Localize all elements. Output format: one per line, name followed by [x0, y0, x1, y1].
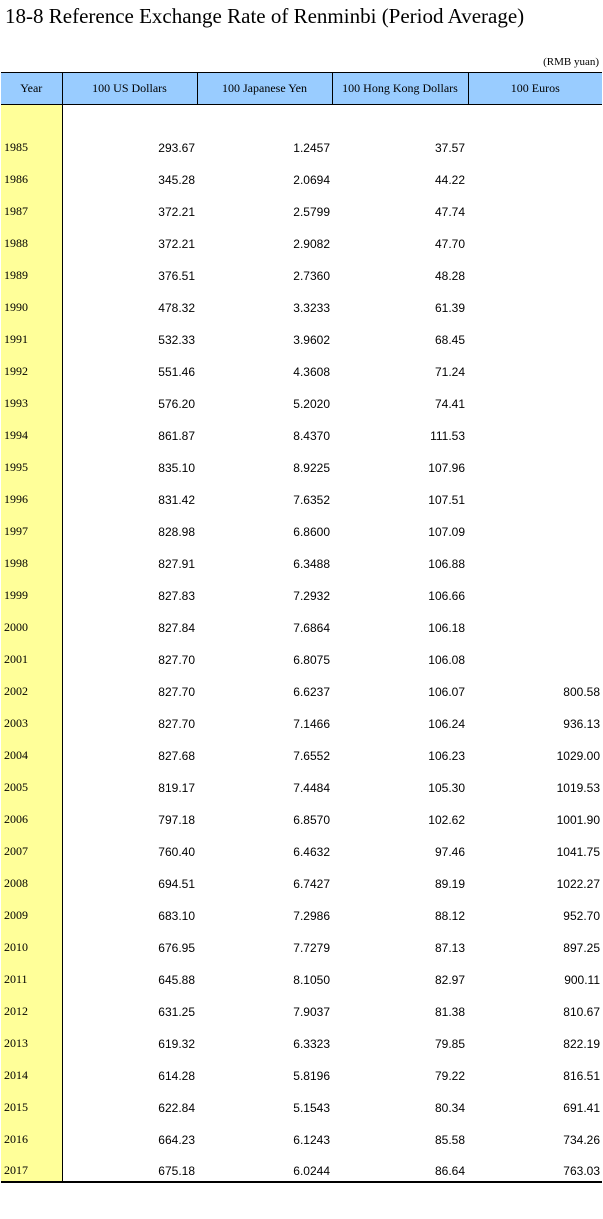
eur-cell: 763.03 [468, 1151, 602, 1182]
hkd-cell: 106.07 [428, 684, 465, 699]
eur-cell [468, 223, 602, 255]
jpy-cell: 3.9602 [293, 332, 330, 347]
usd-cell: 345.28 [158, 172, 195, 187]
eur-cell [468, 479, 602, 511]
hkd-cell: 80.34 [434, 1100, 465, 1115]
hkd-cell: 79.85 [434, 1036, 465, 1051]
jpy-cell: 6.8570 [293, 812, 330, 827]
jpy-cell: 6.4632 [293, 844, 330, 859]
table-row [1, 511, 602, 543]
jpy-cell: 3.3233 [293, 300, 330, 315]
jpy-cell: 2.9082 [293, 236, 330, 251]
hkd-cell: 47.74 [434, 204, 465, 219]
eur-cell [468, 159, 602, 191]
eur-cell [468, 575, 602, 607]
year-cell: 1995 [1, 447, 62, 479]
jpy-cell: 7.6864 [293, 620, 330, 635]
eur-cell [468, 639, 602, 671]
jpy-cell: 1.2457 [293, 140, 330, 155]
jpy-cell: 4.3608 [293, 364, 330, 379]
eur-cell: 1029.00 [556, 748, 600, 763]
jpy-cell: 6.3488 [293, 556, 330, 571]
eur-cell: 897.25 [563, 940, 600, 955]
jpy-cell: 7.6352 [293, 492, 330, 507]
eur-cell [468, 415, 602, 447]
usd-cell: 827.84 [158, 620, 195, 635]
year-cell: 1987 [1, 191, 62, 223]
hkd-cell: 111.53 [430, 428, 465, 443]
page-title: 18-8 Reference Exchange Rate of Renminbi (Period Average) [5, 4, 525, 28]
year-cell-spacer [1, 105, 62, 127]
year-cell: 2009 [1, 895, 62, 927]
hkd-cell: 44.22 [434, 172, 465, 187]
year-cell: 2015 [1, 1087, 62, 1119]
table-row [1, 767, 602, 799]
hkd-cell: 81.38 [434, 1004, 465, 1019]
table-row [1, 191, 602, 223]
table-row [1, 1023, 602, 1055]
year-cell: 1994 [1, 415, 62, 447]
hkd-cell: 88.12 [434, 908, 465, 923]
table-row [1, 1119, 602, 1151]
usd-cell: 551.46 [158, 364, 195, 379]
year-cell: 2011 [1, 959, 62, 991]
hkd-cell: 61.39 [434, 300, 465, 315]
eur-cell: 800.58 [563, 684, 600, 699]
usd-cell: 827.68 [158, 748, 195, 763]
jpy-cell: 5.2020 [293, 396, 330, 411]
jpy-cell: 7.4484 [293, 780, 330, 795]
usd-cell: 631.25 [158, 1004, 195, 1019]
jpy-cell: 7.1466 [293, 716, 330, 731]
hkd-cell: 106.66 [428, 588, 465, 603]
jpy-cell: 7.6552 [293, 748, 330, 763]
table-row [1, 927, 602, 959]
year-cell: 2000 [1, 607, 62, 639]
year-cell: 2017 [1, 1151, 62, 1182]
hkd-cell: 107.51 [428, 492, 465, 507]
eur-cell [468, 543, 602, 575]
eur-cell: 810.67 [563, 1004, 600, 1019]
eur-cell [468, 287, 602, 319]
eur-cell [468, 511, 602, 543]
table-row [1, 351, 602, 383]
table-header-row [1, 73, 602, 105]
eur-cell [468, 351, 602, 383]
eur-cell [468, 191, 602, 223]
usd-cell: 827.70 [158, 652, 195, 667]
usd-cell: 376.51 [158, 268, 195, 283]
hkd-cell: 71.24 [434, 364, 465, 379]
table-row [1, 223, 602, 255]
jpy-cell: 6.3323 [293, 1036, 330, 1051]
year-cell: 2004 [1, 735, 62, 767]
jpy-cell: 7.2986 [293, 908, 330, 923]
table-row [1, 895, 602, 927]
hkd-cell: 85.58 [434, 1132, 465, 1147]
usd-cell: 827.83 [158, 588, 195, 603]
jpy-cell: 8.1050 [293, 972, 330, 987]
header-hkd: 100 Hong Kong Dollars [332, 73, 468, 105]
usd-cell: 293.67 [158, 140, 195, 155]
table-row [1, 991, 602, 1023]
table-row [1, 1087, 602, 1119]
usd-cell: 576.20 [158, 396, 195, 411]
year-cell: 1992 [1, 351, 62, 383]
jpy-cell: 2.0694 [293, 172, 330, 187]
unit-label: (RMB yuan) [543, 56, 599, 68]
eur-cell: 1001.90 [556, 812, 600, 827]
usd-cell: 797.18 [158, 812, 195, 827]
usd-cell: 760.40 [158, 844, 195, 859]
year-cell: 2003 [1, 703, 62, 735]
table-row [1, 543, 602, 575]
usd-cell: 683.10 [158, 908, 195, 923]
year-cell: 1999 [1, 575, 62, 607]
year-cell: 2001 [1, 639, 62, 671]
jpy-cell: 8.4370 [293, 428, 330, 443]
eur-cell: 691.41 [563, 1100, 600, 1115]
jpy-cell: 6.8075 [293, 652, 330, 667]
usd-cell: 532.33 [158, 332, 195, 347]
jpy-cell: 2.7360 [293, 268, 330, 283]
hkd-cell: 79.22 [434, 1068, 465, 1083]
hkd-cell: 82.97 [434, 972, 465, 987]
hkd-cell: 74.41 [434, 396, 465, 411]
usd-cell: 622.84 [158, 1100, 195, 1115]
hkd-cell: 48.28 [434, 268, 465, 283]
usd-cell: 827.70 [158, 684, 195, 699]
table-row [1, 287, 602, 319]
exchange-rate-table [1, 72, 602, 1183]
header-usd: 100 US Dollars [62, 73, 197, 105]
usd-cell: 478.32 [158, 300, 195, 315]
table-row [1, 1151, 602, 1182]
eur-cell: 1022.27 [556, 876, 600, 891]
eur-cell: 822.19 [563, 1036, 600, 1051]
jpy-cell: 7.2932 [293, 588, 330, 603]
jpy-cell: 7.9037 [293, 1004, 330, 1019]
usd-cell: 819.17 [158, 780, 195, 795]
usd-cell: 664.23 [158, 1132, 195, 1147]
jpy-cell: 6.8600 [293, 524, 330, 539]
usd-cell: 828.98 [158, 524, 195, 539]
header-jpy: 100 Japanese Yen [197, 73, 332, 105]
jpy-cell: 5.8196 [293, 1068, 330, 1083]
table-row [1, 959, 602, 991]
table-row [1, 831, 602, 863]
eur-cell [468, 255, 602, 287]
usd-cell: 614.28 [158, 1068, 195, 1083]
jpy-cell: 6.7427 [293, 876, 330, 891]
year-cell: 2014 [1, 1055, 62, 1087]
eur-cell: 952.70 [563, 908, 600, 923]
year-cell: 1996 [1, 479, 62, 511]
table-row [1, 127, 602, 159]
header-eur: 100 Euros [468, 73, 602, 105]
year-cell: 2013 [1, 1023, 62, 1055]
usd-cell: 645.88 [158, 972, 195, 987]
table-row [1, 703, 602, 735]
usd-cell: 827.91 [158, 556, 195, 571]
jpy-cell: 8.9225 [293, 460, 330, 475]
hkd-cell: 37.57 [434, 140, 465, 155]
header-year: Year [1, 73, 62, 105]
usd-cell: 861.87 [158, 428, 195, 443]
usd-cell: 827.70 [158, 716, 195, 731]
eur-cell: 936.13 [563, 716, 600, 731]
hkd-cell: 105.30 [428, 780, 465, 795]
usd-cell: 835.10 [158, 460, 195, 475]
hkd-cell: 106.23 [428, 748, 465, 763]
eur-cell: 1019.53 [556, 780, 600, 795]
hkd-cell: 106.08 [428, 652, 465, 667]
table-row [1, 735, 602, 767]
year-cell: 2010 [1, 927, 62, 959]
year-cell: 1997 [1, 511, 62, 543]
hkd-cell: 97.46 [434, 844, 465, 859]
jpy-cell: 6.1243 [293, 1132, 330, 1147]
hkd-cell: 106.24 [428, 716, 465, 731]
hkd-cell: 106.18 [428, 620, 465, 635]
year-cell: 2007 [1, 831, 62, 863]
hkd-cell: 86.64 [332, 1151, 468, 1182]
table-row [1, 1055, 602, 1087]
table-row [1, 319, 602, 351]
year-cell: 2005 [1, 767, 62, 799]
hkd-cell: 87.13 [434, 940, 465, 955]
table-row [1, 607, 602, 639]
table-row [1, 671, 602, 703]
table-row [1, 639, 602, 671]
eur-cell [468, 447, 602, 479]
year-cell: 2012 [1, 991, 62, 1023]
year-cell: 1990 [1, 287, 62, 319]
hkd-cell: 47.70 [434, 236, 465, 251]
jpy-cell: 2.5799 [293, 204, 330, 219]
hkd-cell: 107.96 [428, 460, 465, 475]
hkd-cell: 89.19 [434, 876, 465, 891]
table-row [1, 159, 602, 191]
hkd-cell: 106.88 [428, 556, 465, 571]
eur-cell [468, 127, 602, 159]
eur-cell: 1041.75 [556, 844, 600, 859]
usd-cell: 372.21 [158, 204, 195, 219]
jpy-cell: 5.1543 [293, 1100, 330, 1115]
year-cell: 2008 [1, 863, 62, 895]
usd-cell: 694.51 [158, 876, 195, 891]
year-cell: 1993 [1, 383, 62, 415]
jpy-cell: 7.7279 [293, 940, 330, 955]
spacer-row [1, 105, 602, 127]
year-cell: 2016 [1, 1119, 62, 1151]
usd-cell: 675.18 [62, 1151, 197, 1182]
table-row [1, 575, 602, 607]
eur-cell [468, 319, 602, 351]
table-row [1, 447, 602, 479]
hkd-cell: 102.62 [428, 812, 465, 827]
year-cell: 2002 [1, 671, 62, 703]
table-row [1, 383, 602, 415]
eur-cell [468, 607, 602, 639]
hkd-cell: 107.09 [428, 524, 465, 539]
year-cell: 1986 [1, 159, 62, 191]
table-row [1, 799, 602, 831]
usd-cell: 676.95 [158, 940, 195, 955]
hkd-cell: 68.45 [434, 332, 465, 347]
jpy-cell: 6.6237 [293, 684, 330, 699]
year-cell: 1991 [1, 319, 62, 351]
year-cell: 1985 [1, 127, 62, 159]
table-row [1, 255, 602, 287]
table-row [1, 479, 602, 511]
eur-cell: 900.11 [564, 972, 600, 987]
usd-cell: 831.42 [158, 492, 195, 507]
table-row [1, 415, 602, 447]
eur-cell: 816.51 [563, 1068, 600, 1083]
year-cell: 1988 [1, 223, 62, 255]
eur-cell [468, 383, 602, 415]
year-cell: 1989 [1, 255, 62, 287]
year-cell: 1998 [1, 543, 62, 575]
usd-cell: 372.21 [158, 236, 195, 251]
jpy-cell: 6.0244 [197, 1151, 332, 1182]
usd-cell: 619.32 [158, 1036, 195, 1051]
table-row [1, 863, 602, 895]
year-cell: 2006 [1, 799, 62, 831]
eur-cell: 734.26 [563, 1132, 600, 1147]
